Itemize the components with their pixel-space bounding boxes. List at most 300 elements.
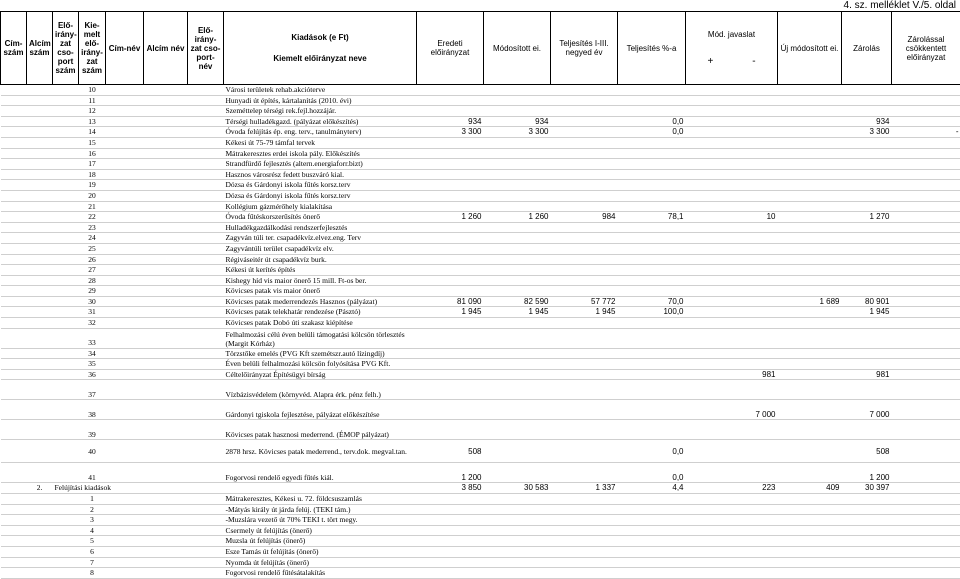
value-teljesites-szazalek (618, 85, 686, 96)
row-name: Felhalmozási célú éven belüli támogatási kölcsön törlesztés (Margit Kórház) (224, 328, 417, 348)
empty-cell (27, 307, 53, 318)
empty-cell (1, 106, 27, 117)
empty-cell (188, 254, 224, 265)
row-name: Törzstőke emelés (PVG Kft szemétszr.autó lízingdíj) (224, 348, 417, 359)
value-modositott (484, 137, 551, 148)
value-eredeti: 81 090 (417, 296, 484, 307)
value-javaslat-plus: 7 000 (686, 400, 778, 420)
value-uj-modositott (842, 515, 892, 526)
empty-cell (1, 318, 27, 329)
value-javaslat-plus (686, 420, 778, 440)
value-javaslat-plus (686, 243, 778, 254)
table-row (1, 369, 960, 380)
value-javaslat-minus (778, 265, 842, 276)
empty-cell (27, 380, 53, 400)
empty-cell (53, 296, 79, 307)
value-eredeti (417, 525, 484, 536)
mod-javaslat-plus: + (707, 57, 713, 66)
value-teljesites (551, 400, 618, 420)
col-zarolassal-csokkentett: Zárolással csökkentett előirányzat (892, 12, 960, 85)
row-name: Mátrakeresztes, Kékesi u. 72. földcsuszamlás (224, 494, 417, 505)
value-uj-modositott: 934 (842, 116, 892, 127)
empty-cell (188, 233, 224, 244)
empty-cell (1, 85, 27, 96)
empty-cell (27, 106, 53, 117)
value-javaslat-plus (686, 525, 778, 536)
empty-cell (53, 265, 79, 276)
row-name: Régiváseitér út csapadékvíz burk. (224, 254, 417, 265)
value-javaslat-minus (778, 463, 842, 483)
value-javaslat-plus (686, 547, 778, 558)
empty-cell (106, 243, 144, 254)
value-zarolas (892, 525, 960, 536)
value-eredeti (417, 328, 484, 348)
table-row (1, 222, 960, 233)
empty-cell (188, 568, 224, 579)
row-number: 18 (79, 169, 106, 180)
empty-cell (188, 95, 224, 106)
value-uj-modositott (842, 106, 892, 117)
empty-cell (1, 286, 27, 297)
table-row (1, 483, 960, 494)
col-cimnev: Cím-név (106, 12, 144, 85)
col-zarolas: Zárolás (842, 12, 892, 85)
value-javaslat-plus (686, 307, 778, 318)
alcim-number: 2. (27, 483, 53, 494)
empty-cell (144, 233, 188, 244)
value-javaslat-minus (778, 201, 842, 212)
empty-cell (144, 116, 188, 127)
value-zarolas (892, 116, 960, 127)
empty-cell (53, 568, 79, 579)
empty-cell (53, 95, 79, 106)
value-uj-modositott (842, 180, 892, 191)
table-row (1, 159, 960, 170)
empty-cell (144, 515, 188, 526)
value-uj-modositott (842, 148, 892, 159)
value-uj-modositott (842, 328, 892, 348)
value-teljesites (551, 557, 618, 568)
empty-cell (53, 547, 79, 558)
value-teljesites (551, 265, 618, 276)
value-javaslat-minus (778, 359, 842, 370)
empty-cell (27, 525, 53, 536)
empty-cell (188, 515, 224, 526)
row-number: 5 (79, 536, 106, 547)
value-teljesites (551, 515, 618, 526)
row-number: 22 (79, 212, 106, 223)
empty-cell (53, 380, 79, 400)
value-teljesites-szazalek (618, 568, 686, 579)
row-name: Városi területek rehab.akcióterve (224, 85, 417, 96)
value-javaslat-minus (778, 369, 842, 380)
empty-cell (144, 148, 188, 159)
empty-cell (27, 318, 53, 329)
value-javaslat-minus (778, 159, 842, 170)
table-row (1, 127, 960, 138)
empty-cell (106, 420, 144, 440)
value-uj-modositott (842, 568, 892, 579)
value-teljesites (551, 254, 618, 265)
value-modositott: 934 (484, 116, 551, 127)
value-modositott (484, 286, 551, 297)
empty-cell (144, 536, 188, 547)
empty-cell (144, 420, 188, 440)
empty-cell (1, 222, 27, 233)
value-javaslat-minus (778, 286, 842, 297)
empty-cell (53, 400, 79, 420)
col-alcimszam: Alcím szám (27, 12, 53, 85)
empty-cell (1, 369, 27, 380)
empty-cell (1, 400, 27, 420)
table-row (1, 180, 960, 191)
empty-cell (27, 201, 53, 212)
value-javaslat-minus (778, 494, 842, 505)
empty-cell (188, 85, 224, 96)
row-number: 1 (79, 494, 106, 505)
value-uj-modositott (842, 494, 892, 505)
value-teljesites (551, 85, 618, 96)
empty-cell (144, 568, 188, 579)
value-teljesites (551, 222, 618, 233)
row-number: 41 (79, 463, 106, 483)
value-teljesites-szazalek (618, 233, 686, 244)
value-javaslat-minus (778, 328, 842, 348)
value-eredeti: 3 300 (417, 127, 484, 138)
empty-cell (188, 400, 224, 420)
empty-cell (144, 254, 188, 265)
value-modositott (484, 440, 551, 463)
table-row (1, 440, 960, 463)
empty-cell (188, 137, 224, 148)
value-modositott (484, 328, 551, 348)
empty-cell (53, 137, 79, 148)
value-javaslat-plus (686, 85, 778, 96)
value-teljesites (551, 568, 618, 579)
empty-cell (144, 307, 188, 318)
row-name: Gárdonyi tgiskola fejlesztése, pályázat előkészítése (224, 400, 417, 420)
value-modositott (484, 201, 551, 212)
value-eredeti (417, 180, 484, 191)
value-eredeti (417, 369, 484, 380)
empty-cell (53, 307, 79, 318)
col-kiemelt-eloiranyzat-neve (224, 12, 417, 85)
table-row (1, 420, 960, 440)
row-number: 39 (79, 420, 106, 440)
value-eredeti (417, 359, 484, 370)
table-row (1, 359, 960, 370)
empty-cell (188, 420, 224, 440)
empty-cell (144, 296, 188, 307)
empty-cell (106, 222, 144, 233)
value-zarolas (892, 536, 960, 547)
empty-cell (188, 463, 224, 483)
empty-cell (188, 380, 224, 400)
empty-cell (27, 148, 53, 159)
table-row (1, 233, 960, 244)
empty-cell (27, 243, 53, 254)
empty-cell (106, 201, 144, 212)
row-name (224, 483, 417, 494)
empty-cell (106, 127, 144, 138)
row-name: Strandfürdő fejlesztés (altern.energiaforr.bizt) (224, 159, 417, 170)
value-javaslat-plus (686, 463, 778, 483)
value-uj-modositott (842, 380, 892, 400)
value-uj-modositott (842, 243, 892, 254)
empty-cell (27, 547, 53, 558)
row-name: Dózsa és Gárdonyi iskola fűtés korsz.terv (224, 190, 417, 201)
value-eredeti (417, 286, 484, 297)
empty-cell (188, 106, 224, 117)
empty-cell (1, 148, 27, 159)
value-zarolas (892, 359, 960, 370)
empty-cell (27, 557, 53, 568)
empty-cell (144, 85, 188, 96)
value-teljesites-szazalek: 70,0 (618, 296, 686, 307)
value-zarolas (892, 106, 960, 117)
value-javaslat-minus (778, 106, 842, 117)
value-uj-modositott (842, 286, 892, 297)
value-javaslat-plus (686, 515, 778, 526)
value-teljesites (551, 180, 618, 191)
value-teljesites-szazalek (618, 265, 686, 276)
col-modositott-ei: Módosított ei. (484, 12, 551, 85)
empty-cell (144, 286, 188, 297)
value-eredeti (417, 106, 484, 117)
value-javaslat-plus (686, 127, 778, 138)
value-teljesites: 984 (551, 212, 618, 223)
row-name: Kövicses patak hasznosi mederrend. (ÉMOP pályázat) (224, 420, 417, 440)
value-javaslat-minus (778, 525, 842, 536)
value-modositott (484, 254, 551, 265)
empty-cell (106, 169, 144, 180)
empty-cell (1, 243, 27, 254)
table-row (1, 400, 960, 420)
row-number: 14 (79, 127, 106, 138)
value-zarolas (892, 328, 960, 348)
value-uj-modositott (842, 504, 892, 515)
value-teljesites-szazalek (618, 201, 686, 212)
value-modositott: 3 300 (484, 127, 551, 138)
row-name: Nyomda út felújítás (önerő) (224, 557, 417, 568)
value-javaslat-plus (686, 440, 778, 463)
value-eredeti (417, 557, 484, 568)
value-teljesites-szazalek (618, 169, 686, 180)
empty-cell (27, 233, 53, 244)
value-modositott (484, 148, 551, 159)
empty-cell (106, 212, 144, 223)
empty-cell (188, 348, 224, 359)
empty-cell (53, 286, 79, 297)
table-row (1, 106, 960, 117)
value-teljesites (551, 328, 618, 348)
empty-cell (53, 557, 79, 568)
empty-cell (27, 296, 53, 307)
empty-cell (106, 190, 144, 201)
value-eredeti (417, 275, 484, 286)
kiemelt-eloiranyzat-neve-header: Kiemelt előirányzat neve (226, 54, 414, 63)
row-name: Szeméttelep térségi rek.fejl.hozzájár. (224, 106, 417, 117)
empty-cell (188, 243, 224, 254)
value-uj-modositott (842, 348, 892, 359)
empty-cell (144, 557, 188, 568)
row-number: 12 (79, 106, 106, 117)
empty-cell (106, 318, 144, 329)
empty-cell (53, 525, 79, 536)
value-uj-modositott (842, 547, 892, 558)
empty-cell (27, 275, 53, 286)
row-name: Óvoda felújítás ép. eng. terv., tanulmányterv) (224, 127, 417, 138)
value-teljesites-szazalek: 0,0 (618, 440, 686, 463)
value-zarolas (892, 504, 960, 515)
empty-cell (27, 254, 53, 265)
value-modositott (484, 169, 551, 180)
empty-cell (1, 359, 27, 370)
empty-cell (144, 525, 188, 536)
empty-cell (53, 254, 79, 265)
value-zarolas (892, 557, 960, 568)
value-zarolas (892, 494, 960, 505)
value-modositott (484, 318, 551, 329)
empty-cell (53, 159, 79, 170)
value-teljesites (551, 318, 618, 329)
row-number: 32 (79, 318, 106, 329)
value-javaslat-plus: 981 (686, 369, 778, 380)
value-zarolas (892, 159, 960, 170)
value-teljesites-szazalek (618, 380, 686, 400)
value-javaslat-plus (686, 137, 778, 148)
empty-cell (188, 494, 224, 505)
empty-cell (106, 159, 144, 170)
row-number: 11 (79, 95, 106, 106)
empty-cell (188, 116, 224, 127)
value-javaslat-minus (778, 380, 842, 400)
value-modositott (484, 568, 551, 579)
value-eredeti (417, 233, 484, 244)
value-uj-modositott (842, 536, 892, 547)
empty-cell (1, 265, 27, 276)
empty-cell (27, 159, 53, 170)
value-modositott (484, 265, 551, 276)
empty-cell (1, 254, 27, 265)
empty-cell (144, 243, 188, 254)
empty-cell (144, 137, 188, 148)
value-modositott (484, 515, 551, 526)
value-uj-modositott (842, 359, 892, 370)
value-eredeti (417, 222, 484, 233)
empty-cell (106, 254, 144, 265)
empty-cell (53, 127, 79, 138)
row-number: 17 (79, 159, 106, 170)
value-javaslat-minus (778, 222, 842, 233)
value-javaslat-minus (778, 180, 842, 191)
value-zarolas (892, 307, 960, 318)
alcim-name: Felújítási kiadások (53, 483, 224, 494)
empty-cell (106, 400, 144, 420)
value-uj-modositott: 1 200 (842, 463, 892, 483)
empty-cell (144, 169, 188, 180)
empty-cell (144, 190, 188, 201)
empty-cell (106, 557, 144, 568)
empty-cell (106, 265, 144, 276)
row-name: -Muzslára vezető út 70% TEKI t. tört megy. (224, 515, 417, 526)
value-javaslat-plus (686, 286, 778, 297)
value-uj-modositott: 1 270 (842, 212, 892, 223)
empty-cell (188, 148, 224, 159)
empty-cell (106, 286, 144, 297)
value-modositott (484, 85, 551, 96)
value-modositott (484, 275, 551, 286)
value-javaslat-plus (686, 536, 778, 547)
value-teljesites-szazalek (618, 148, 686, 159)
empty-cell (53, 504, 79, 515)
empty-cell (106, 116, 144, 127)
empty-cell (144, 95, 188, 106)
row-name: Kékesi út 75-79 támfal tervek (224, 137, 417, 148)
value-uj-modositott: 7 000 (842, 400, 892, 420)
value-eredeti: 508 (417, 440, 484, 463)
row-number: 28 (79, 275, 106, 286)
table-row (1, 116, 960, 127)
empty-cell (106, 106, 144, 117)
value-eredeti (417, 85, 484, 96)
empty-cell (53, 536, 79, 547)
value-javaslat-plus (686, 328, 778, 348)
row-number: 8 (79, 568, 106, 579)
value-teljesites (551, 243, 618, 254)
value-eredeti (417, 243, 484, 254)
value-zarolas (892, 265, 960, 276)
value-modositott (484, 400, 551, 420)
empty-cell (188, 190, 224, 201)
value-eredeti (417, 318, 484, 329)
value-javaslat-minus (778, 243, 842, 254)
table-row (1, 328, 960, 348)
value-uj-modositott (842, 169, 892, 180)
empty-cell (144, 494, 188, 505)
empty-cell (188, 275, 224, 286)
row-number: 30 (79, 296, 106, 307)
row-number: 38 (79, 400, 106, 420)
empty-cell (188, 328, 224, 348)
col-teljesites-szazalek: Teljesítés %-a (618, 12, 686, 85)
value-uj-modositott: 30 397 (842, 483, 892, 494)
row-name: Térségi hulladékgazd. (pályázat előkészítés) (224, 116, 417, 127)
value-modositott (484, 380, 551, 400)
value-teljesites (551, 536, 618, 547)
empty-cell (27, 95, 53, 106)
empty-cell (53, 222, 79, 233)
value-teljesites (551, 116, 618, 127)
value-uj-modositott (842, 265, 892, 276)
empty-cell (1, 137, 27, 148)
value-zarolas (892, 212, 960, 223)
value-uj-modositott (842, 85, 892, 96)
empty-cell (144, 440, 188, 463)
value-zarolas (892, 190, 960, 201)
value-teljesites (551, 420, 618, 440)
value-javaslat-minus (778, 547, 842, 558)
value-teljesites (551, 127, 618, 138)
value-teljesites-szazalek: 0,0 (618, 127, 686, 138)
empty-cell (188, 525, 224, 536)
page-note: 4. sz. melléklet V./5. oldal (844, 0, 956, 11)
empty-cell (53, 275, 79, 286)
value-teljesites-szazalek (618, 180, 686, 191)
row-number: 13 (79, 116, 106, 127)
value-eredeti (417, 536, 484, 547)
empty-cell (106, 348, 144, 359)
